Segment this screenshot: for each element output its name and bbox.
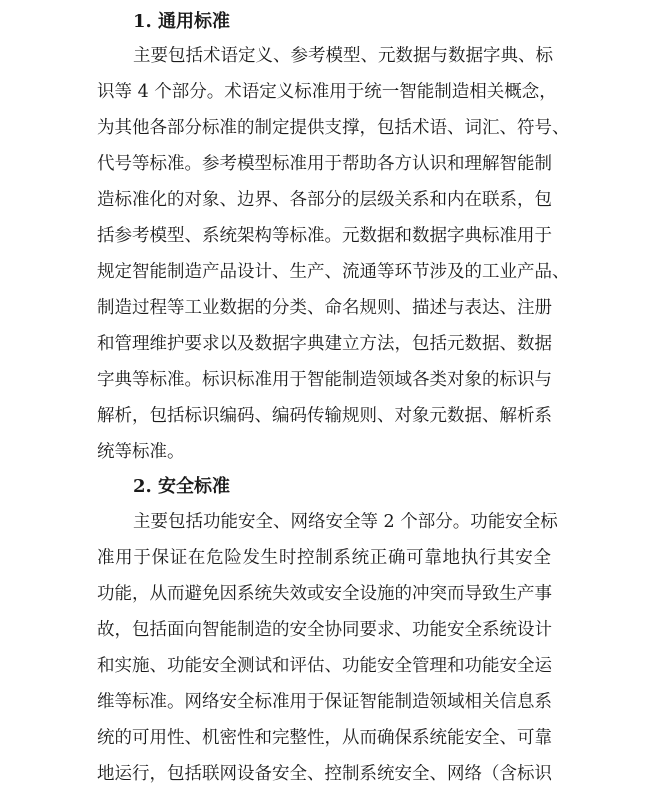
paragraph-line: 功能，从而避免因系统失效或安全设施的冲突而导致生产事: [97, 584, 552, 604]
section-heading-general-standards: 1. 通用标准: [133, 11, 231, 32]
paragraph-line: 制造过程等工业数据的分类、命名规则、描述与表达、注册: [97, 298, 552, 318]
paragraph-line: 为其他各部分标准的制定提供支撑，包括术语、词汇、符号、: [97, 118, 570, 138]
paragraph-line: 故，包括面向智能制造的安全协同要求、功能安全系统设计: [97, 620, 552, 640]
paragraph-line: 括参考模型、系统架构等标准。元数据和数据字典标准用于: [97, 226, 552, 246]
paragraph-line: 统的可用性、机密性和完整性，从而确保系统能安全、可靠: [97, 728, 552, 748]
paragraph-line: 代号等标准。参考模型标准用于帮助各方认识和理解智能制: [97, 154, 552, 174]
paragraph-line: 主要包括术语定义、参考模型、元数据与数据字典、标: [133, 46, 553, 66]
paragraph-line: 字典等标准。标识标准用于智能制造领域各类对象的标识与: [97, 370, 552, 390]
paragraph-line: 解析，包括标识编码、编码传输规则、对象元数据、解析系: [97, 406, 552, 426]
paragraph-line: 造标准化的对象、边界、各部分的层级关系和内在联系，包: [97, 190, 552, 210]
paragraph-line: 和管理维护要求以及数据字典建立方法，包括元数据、数据: [97, 334, 552, 354]
paragraph-line: 识等 4 个部分。术语定义标准用于统一智能制造相关概念，: [97, 82, 557, 102]
paragraph-line: 地运行，包括联网设备安全、控制系统安全、网络（含标识: [97, 764, 552, 784]
paragraph-line: 准用于保证在危险发生时控制系统正确可靠地执行其安全: [97, 548, 551, 568]
paragraph-line: 和实施、功能安全测试和评估、功能安全管理和功能安全运: [97, 656, 552, 676]
paragraph-line: 规定智能制造产品设计、生产、流通等环节涉及的工业产品、: [97, 262, 570, 282]
paragraph-line: 维等标准。网络安全标准用于保证智能制造领域相关信息系: [97, 692, 552, 712]
section-heading-safety-standards: 2. 安全标准: [133, 476, 231, 497]
paragraph-line: 统等标准。: [97, 442, 185, 462]
paragraph-line: 主要包括功能安全、网络安全等 2 个部分。功能安全标: [133, 512, 558, 532]
